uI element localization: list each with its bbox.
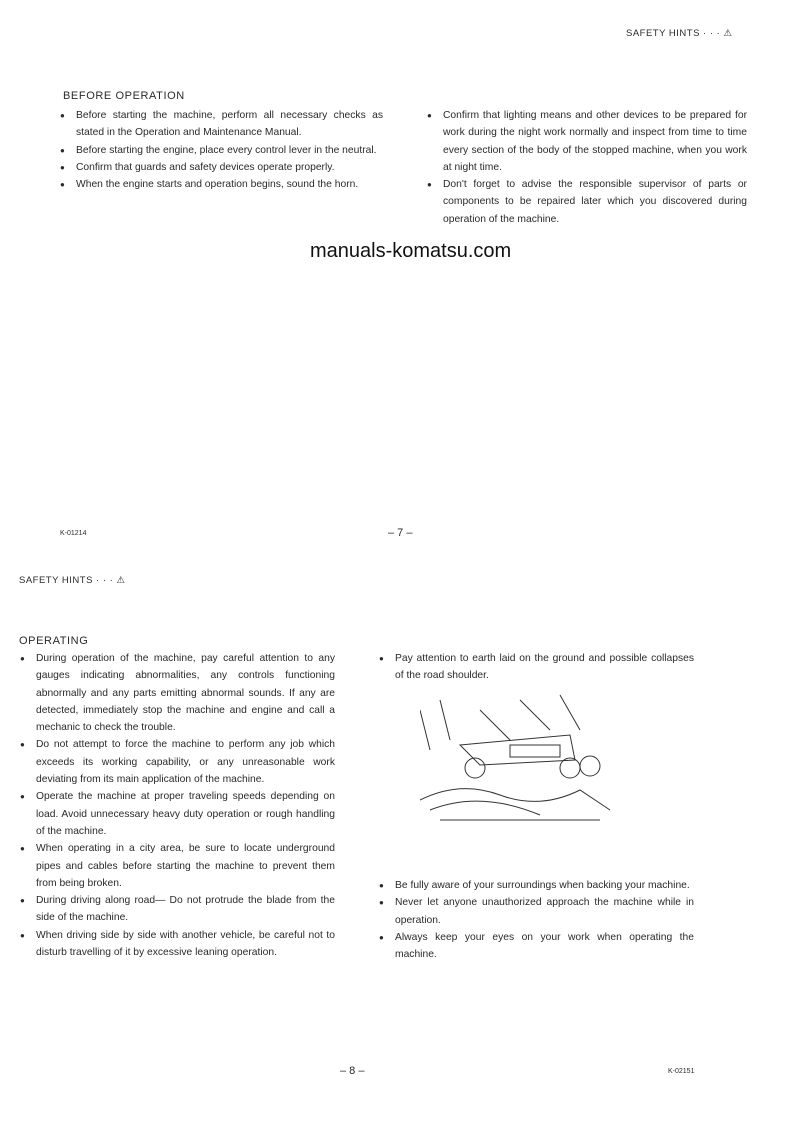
- list-item: ● During driving along road— Do not protrude the blade from the side of the machine.: [20, 892, 335, 927]
- page7-right-list: [427, 107, 747, 228]
- page8-header: SAFETY HINTS · · · ⚠: [19, 575, 126, 586]
- page7-code: K-01214: [60, 530, 87, 537]
- list-item: ● Never let anyone unauthorized approach the machine while in operation.: [379, 894, 694, 929]
- list-item: ● Pay attention to earth laid on the ground and possible collapses of the road shoulder.: [379, 650, 694, 685]
- list-item: ● When driving side by side with another vehicle, be careful not to disturb travelling of it by excessive leaning operation.: [20, 927, 335, 962]
- watermark: manuals-komatsu.com: [310, 240, 512, 262]
- list-item: ● When operating in a city area, be sure to locate underground pipes and cables before starting the machine to prevent them from being broken.: [20, 840, 335, 892]
- list-item: ● During operation of the machine, pay careful attention to any gauges indicating abnormalities, any controls functioning abnormally and any parts emitting abnormal sounds. If any are detected, immediately stop the machine and engine and call a mechanic to check the trouble.: [20, 650, 335, 736]
- list-item: ● Always keep your eyes on your work when operating the machine.: [379, 929, 694, 964]
- grader-illustration: [420, 690, 620, 830]
- page8-right-list-top: [379, 650, 694, 685]
- page8-code: K-02151: [668, 1068, 695, 1075]
- list-item: ● Don't forget to advise the responsible supervisor of parts or components to be repaired later which you discovered during operation of the machine.: [427, 176, 747, 228]
- page8-number: – 8 –: [340, 1065, 365, 1077]
- page7-header: SAFETY HINTS · · · ⚠: [626, 28, 733, 39]
- page8-section-title: OPERATING: [19, 635, 89, 647]
- page7-left-list: [60, 107, 383, 193]
- list-item: ● Confirm that lighting means and other devices to be prepared for work during the night work normally and inspect from time to time every section of the body of the stopped machine, when you work at night time.: [427, 107, 747, 176]
- list-item: ● Do not attempt to force the machine to perform any job which exceeds its working capability, or any unreasonable work deviating from its main application of the machine.: [20, 736, 335, 788]
- list-item: ● Before starting the machine, perform all necessary checks as stated in the Operation and Maintenance Manual.: [60, 107, 383, 142]
- list-item: ● Confirm that guards and safety devices operate properly.: [60, 159, 383, 176]
- page7-section-title: BEFORE OPERATION: [63, 90, 185, 102]
- page8-left-list: [20, 650, 335, 961]
- list-item: ● Operate the machine at proper traveling speeds depending on load. Avoid unnecessary heavy duty operation or rough handling of the machine.: [20, 788, 335, 840]
- page8-right-list-bottom: [379, 877, 694, 963]
- list-item: ● Be fully aware of your surroundings when backing your machine.: [379, 877, 694, 894]
- page7-number: – 7 –: [388, 527, 413, 539]
- list-item: ● Before starting the engine, place every control lever in the neutral.: [60, 142, 383, 159]
- list-item: ● When the engine starts and operation begins, sound the horn.: [60, 176, 383, 193]
